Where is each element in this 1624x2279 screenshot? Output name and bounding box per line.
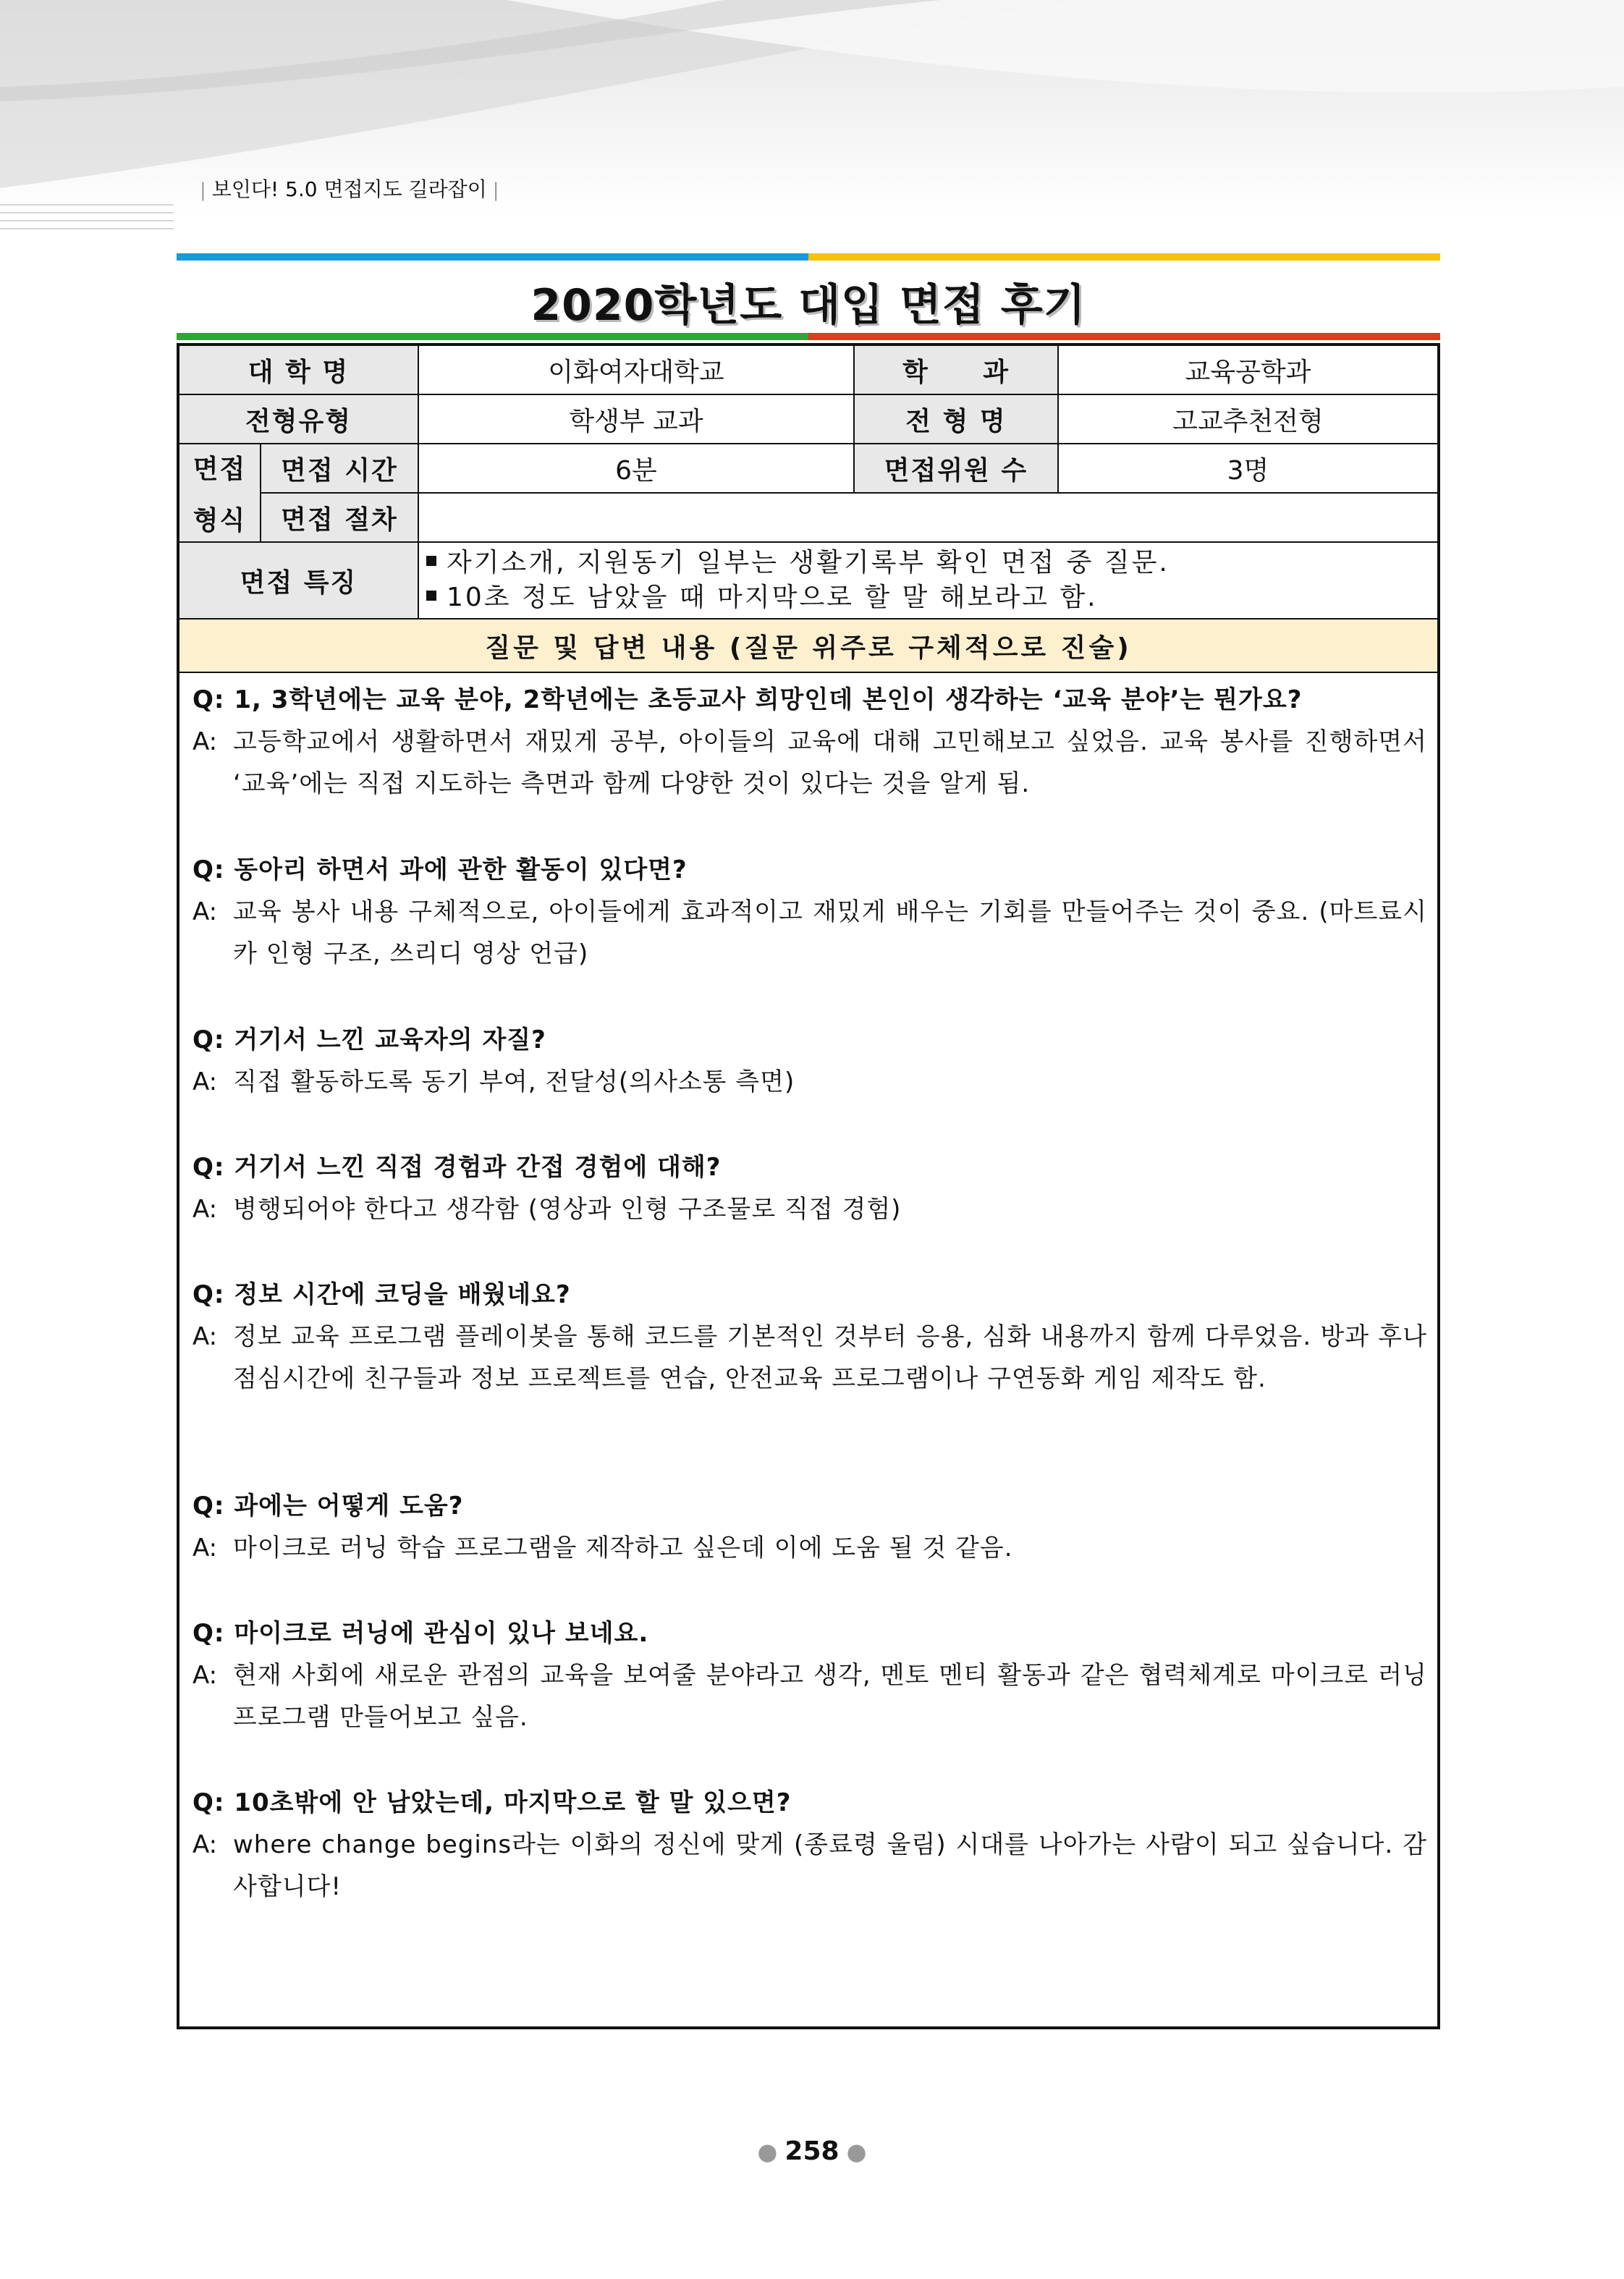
answer-text: where change begins라는 이화의 정신에 맞게 (종료령 울림) 시대를 나아가는 사람이 되고 싶습니다. 감사합니다! <box>233 1830 1427 1901</box>
qa-section-header: 질문 및 답변 내용 (질문 위주로 구체적으로 진술) <box>179 619 1437 672</box>
page-dot-left-icon: ● <box>757 2138 778 2165</box>
name-value: 고교추천전형 <box>1058 394 1437 444</box>
answer <box>193 891 1427 975</box>
answer-prefix: A: <box>193 1830 218 1859</box>
question: Q: 거기서 느낀 직접 경험과 간접 경험에 대해? <box>193 1153 722 1182</box>
bottom-color-rule <box>177 333 1440 340</box>
header-decor-lines <box>0 204 174 236</box>
type-value: 학생부 교과 <box>418 394 854 444</box>
time-value: 6분 <box>418 444 854 493</box>
answer-prefix: A: <box>193 897 218 926</box>
qa-item <box>193 1485 1427 1569</box>
answer-prefix: A: <box>193 1661 218 1690</box>
answer <box>193 1061 1427 1103</box>
dept-value: 교육공학과 <box>1058 346 1437 394</box>
question: Q: 정보 시간에 코딩을 배웠네요? <box>193 1280 571 1309</box>
features-list <box>418 542 1437 619</box>
top-color-rule <box>177 253 1440 261</box>
panel-value: 3명 <box>1058 444 1437 493</box>
document-title: 2020학년도 대입 면접 후기 <box>530 280 1086 331</box>
table-row <box>179 346 1437 394</box>
table-row <box>179 619 1437 672</box>
answer <box>193 1824 1427 1908</box>
question: Q: 동아리 하면서 과에 관한 활동이 있다면? <box>193 855 688 884</box>
answer-text: 직접 활동하도록 동기 부여, 전달성(의사소통 측면) <box>233 1067 795 1096</box>
answer-text: 현재 사회에 새로운 관점의 교육을 보여줄 분야라고 생각, 멘토 멘티 활동과 같은 협력체계로 마이크로 러닝 프로그램 만들어보고 싶음. <box>233 1661 1427 1732</box>
qa-item <box>193 679 1427 805</box>
table-row <box>179 493 1437 542</box>
answer-text: 마이크로 러닝 학습 프로그램을 제작하고 싶은데 이에 도움 될 것 같음. <box>233 1534 1013 1563</box>
qa-item <box>193 849 1427 975</box>
table-row <box>179 542 1437 619</box>
page-number-text: 258 <box>784 2136 840 2166</box>
time-label: 면접 시간 <box>261 444 418 493</box>
univ-value: 이화여자대학교 <box>418 346 854 394</box>
process-label: 면접 절차 <box>261 493 418 542</box>
panel-label: 면접위원 수 <box>854 444 1058 493</box>
qa-item <box>193 1019 1427 1103</box>
page-dot-right-icon: ● <box>846 2138 867 2165</box>
univ-label: 대 학 명 <box>179 346 418 394</box>
answer-prefix: A: <box>193 727 218 756</box>
answer-text: 정보 교육 프로그램 플레이봇을 통해 코드를 기본적인 것부터 응용, 심화 내용까지 함께 다루었음. 방과 후나 점심시간에 친구들과 정보 프로젝트를 연습, 안전교육 프로그램이나 구연동화 게임 제작도 함. <box>233 1322 1427 1393</box>
table-row <box>179 394 1437 444</box>
question: Q: 10초밖에 안 남았는데, 마지막으로 할 말 있으면? <box>193 1788 792 1817</box>
question: Q: 거기서 느낀 교육자의 자질? <box>193 1026 546 1054</box>
running-title-text: 보인다! 5.0 면접지도 길라잡이 <box>211 177 487 201</box>
format-label-line1: 면접 <box>193 454 247 484</box>
question: Q: 마이크로 러닝에 관심이 있나 보네요. <box>193 1619 649 1648</box>
process-value <box>418 493 1437 542</box>
question: Q: 과에는 어떻게 도움? <box>193 1492 464 1521</box>
answer-text: 병행되어야 한다고 생각함 (영상과 인형 구조물로 직접 경험) <box>233 1195 902 1224</box>
interview-form <box>177 343 1440 2029</box>
answer-prefix: A: <box>193 1195 218 1224</box>
table-row <box>179 444 1437 493</box>
format-label <box>179 444 261 542</box>
bullet-square-icon <box>426 591 436 601</box>
dept-label: 학 과 <box>854 346 1058 394</box>
qa-item <box>193 1612 1427 1738</box>
feature-text: 자기소개, 지원동기 일부는 생활기록부 확인 면접 중 질문. <box>447 548 1170 578</box>
answer <box>193 1527 1427 1569</box>
running-title-bar-left: | <box>200 179 206 201</box>
type-label: 전형유형 <box>179 394 418 444</box>
running-title-bar-right: | <box>492 179 499 201</box>
answer <box>193 1654 1427 1738</box>
answer <box>193 1316 1427 1400</box>
list-item <box>426 546 1437 580</box>
qa-item <box>193 1146 1427 1230</box>
list-item <box>426 580 1437 615</box>
bullet-square-icon <box>426 556 436 566</box>
qa-item <box>193 1274 1427 1400</box>
answer <box>193 721 1427 805</box>
answer-prefix: A: <box>193 1067 218 1096</box>
info-table <box>179 346 1437 673</box>
answer <box>193 1188 1427 1230</box>
running-title <box>194 174 505 203</box>
format-label-line2: 형식 <box>193 506 247 536</box>
answer-text: 고등학교에서 생활하면서 재밌게 공부, 아이들의 교육에 대해 고민해보고 싶었음. 교육 봉사를 진행하면서 ‘교육’에는 직접 지도하는 측면과 함께 다양한 것이 있다는 것을 알게 됨. <box>233 727 1427 798</box>
feature-text: 10초 정도 남았을 때 마지막으로 할 말 해보라고 함. <box>447 583 1098 612</box>
question: Q: 1, 3학년에는 교육 분야, 2학년에는 초등교사 희망인데 본인이 생각하는 ‘교육 분야’는 뭔가요? <box>193 685 1303 714</box>
answer-text: 교육 봉사 내용 구체적으로, 아이들에게 효과적이고 재밌게 배우는 기회를 만들어주는 것이 중요. (마트료시카 인형 구조, 쓰리디 영상 언급) <box>233 897 1427 968</box>
page-number <box>0 2136 1624 2166</box>
name-label: 전 형 명 <box>854 394 1058 444</box>
qa-item <box>193 1782 1427 1908</box>
answer-prefix: A: <box>193 1534 218 1563</box>
features-label: 면접 특징 <box>179 542 418 619</box>
answer-prefix: A: <box>193 1322 218 1351</box>
